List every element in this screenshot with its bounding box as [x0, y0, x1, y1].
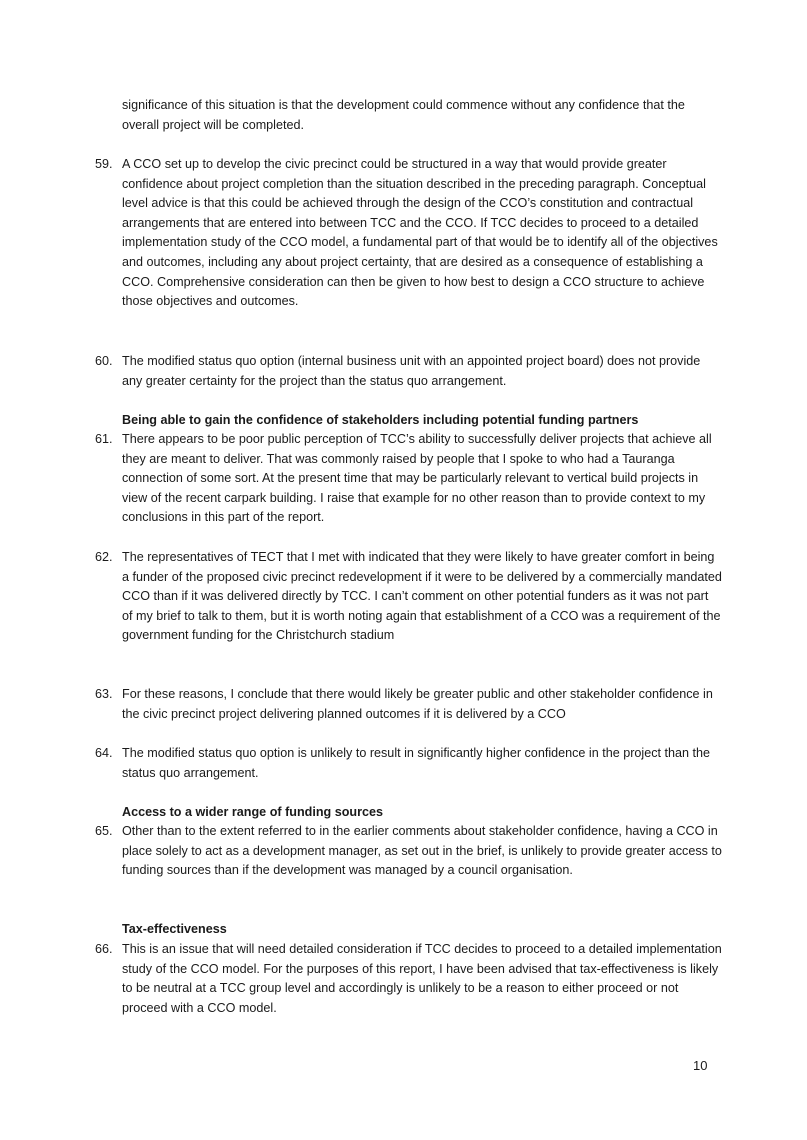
section-heading-tax: Tax-effectiveness	[122, 922, 227, 936]
paragraph-number: 62.	[95, 550, 113, 564]
paragraph-number: 59.	[95, 157, 113, 171]
paragraph-text: A CCO set up to develop the civic precinct could be structured in a way that would provide greater confidence about project completion than the situation described in the preceding paragraph. Conceptual level advice is that this could be achieved through the design of the CCO’s constitution and contractual arrangements that are entered into between TCC and the CCO. If TCC decides to proceed to a detailed implementation study of the CCO model, a fundamental part of that would be to identify all of the objectives and outcomes, including any about project certainty, that are desired as a consequence of establishing a CCO. Comprehensive consideration can then be given to how best to design a CCO structure to achieve those objectives and outcomes.	[122, 157, 718, 309]
paragraph-66	[95, 940, 722, 1018]
paragraph-number: 65.	[95, 824, 113, 838]
paragraph-61	[95, 430, 722, 528]
paragraph-text: The representatives of TECT that I met with indicated that they were likely to have greater comfort in being a funder of the proposed civic precinct redevelopment if it were to be delivered by a commercially mandated CCO than if it was delivered directly by TCC. I can’t comment on other potential funders as it was not part of my brief to talk to them, but it is worth noting again that establishment of a CCO was a requirement of the government funding for the Christchurch stadium	[122, 550, 722, 643]
paragraph-59	[95, 155, 722, 312]
paragraph-65	[95, 822, 722, 881]
paragraph-number: 60.	[95, 354, 113, 368]
paragraph-text: For these reasons, I conclude that there would likely be greater public and other stakeholder confidence in the civic precinct project delivering planned outcomes if it is delivered by a CCO	[122, 687, 713, 721]
paragraph-text: There appears to be poor public perception of TCC’s ability to successfully deliver projects that achieve all they are meant to deliver. That was commonly raised by people that I spoke to who had a Tauranga connection of some sort. At the present time that may be particularly relevant to vertical build projects in view of the recent carpark building. I raise that example for no other reason than to provide context to my conclusions in this part of the report.	[122, 432, 712, 525]
paragraph-60	[95, 352, 722, 391]
page-number: 10	[693, 1058, 708, 1073]
section-heading-stakeholders: Being able to gain the confidence of stakeholders including potential funding partners	[122, 413, 639, 427]
paragraph-62	[95, 548, 722, 646]
paragraph-64	[95, 744, 722, 783]
paragraph-number: 63.	[95, 687, 113, 701]
paragraph-text: Other than to the extent referred to in the earlier comments about stakeholder confidence, having a CCO in place solely to act as a development manager, as set out in the brief, is unlikely to provide greater access to funding sources than if the development was managed by a council organisation.	[122, 824, 722, 878]
intro-continuation: significance of this situation is that the development could commence without any confidence that the overall project will be completed.	[122, 98, 685, 132]
paragraph-number: 64.	[95, 746, 113, 760]
paragraph-number: 66.	[95, 942, 113, 956]
paragraph-text: The modified status quo option is unlikely to result in significantly higher confidence in the project than the status quo arrangement.	[122, 746, 711, 780]
paragraph-number: 61.	[95, 432, 113, 446]
section-heading-funding: Access to a wider range of funding sources	[122, 805, 384, 819]
paragraph-text: The modified status quo option (internal business unit with an appointed project board) does not provide any greater certainty for the project than the status quo arrangement.	[122, 354, 701, 388]
paragraph-63	[95, 685, 722, 724]
paragraph-text: This is an issue that will need detailed consideration if TCC decides to proceed to a detailed implementation study of the CCO model. For the purposes of this report, I have been advised that tax-effectiveness is likely to be neutral at a TCC group level and accordingly is unlikely to be a reason to either proceed or not proceed with a CCO model.	[122, 942, 722, 1015]
